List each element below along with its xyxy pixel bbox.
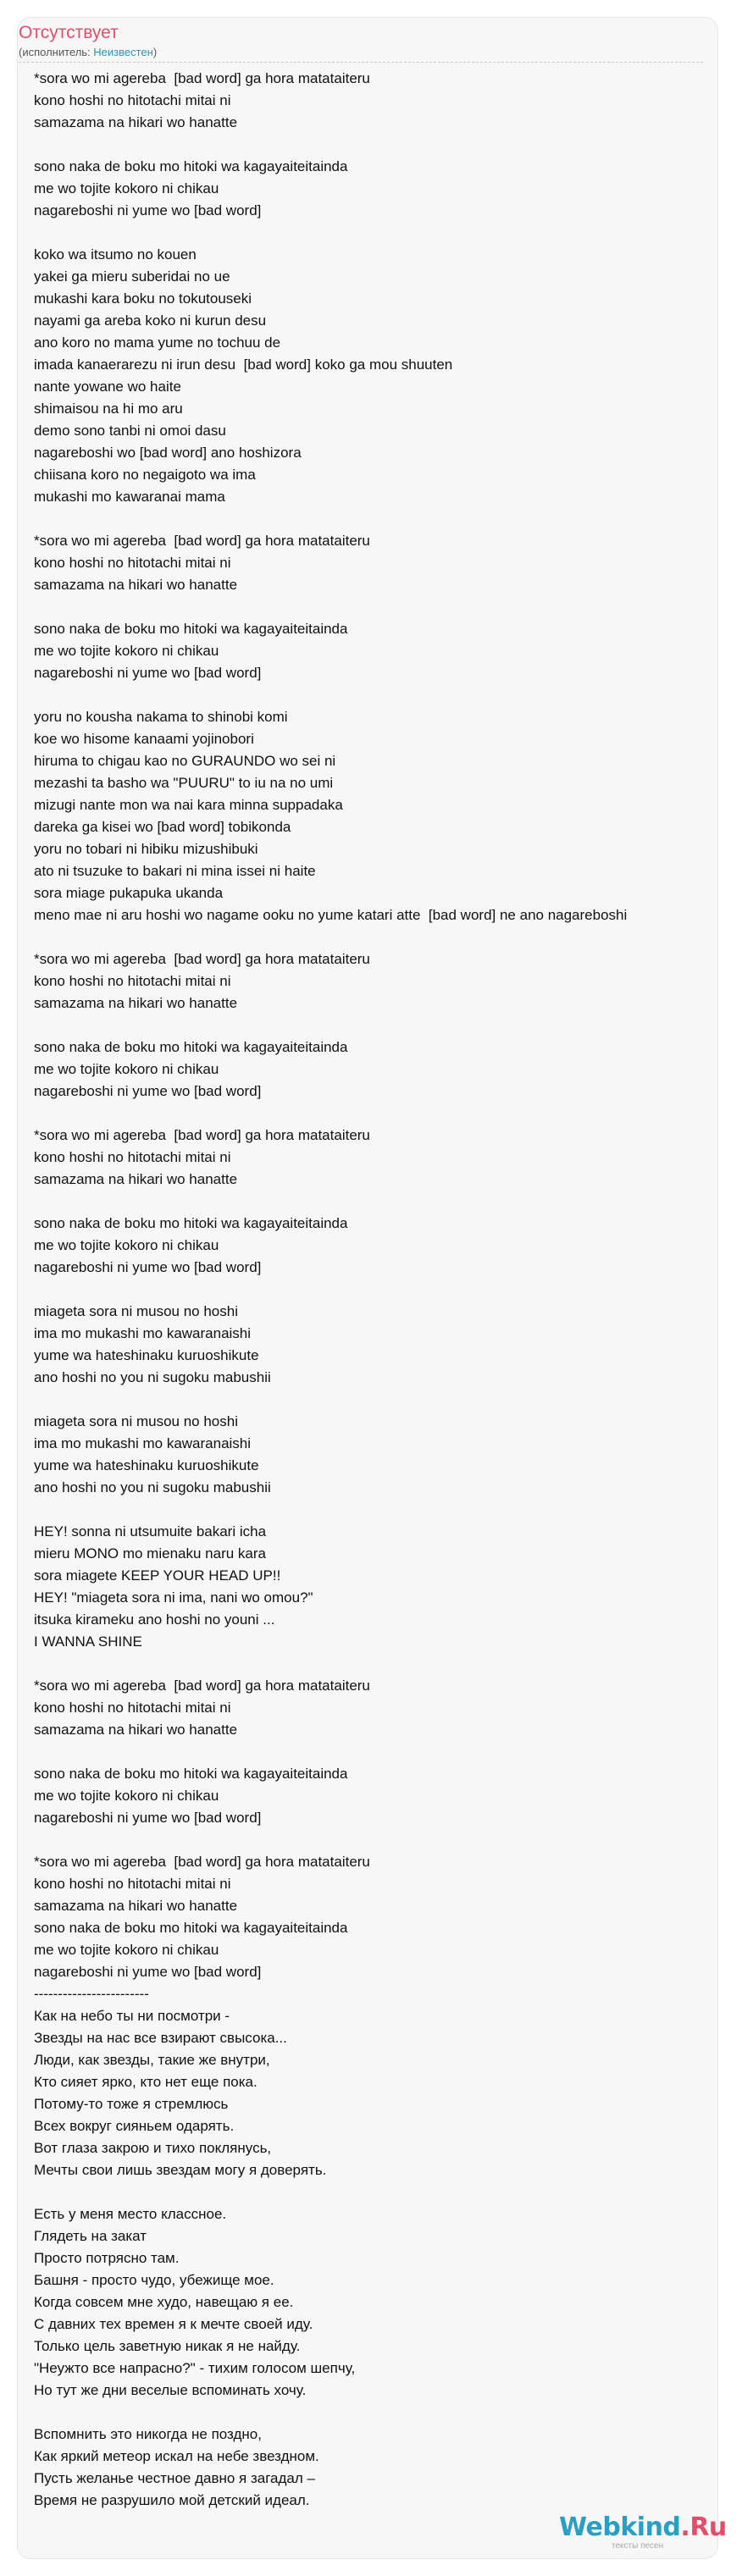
- lyric-line: kono hoshi no hitotachi mitai ni: [34, 1700, 231, 1716]
- lyric-line: sono naka de boku mo hitoki wa kagayaiteitainda: [34, 1766, 348, 1782]
- lyric-line: Всех вокруг сияньем одарять.: [34, 2118, 235, 2134]
- lyric-line: sono naka de boku mo hitoki wa kagayaiteitainda: [34, 621, 348, 637]
- lyric-line: *sora wo mi agereba [bad word] ga hora matataiteru: [34, 1678, 370, 1694]
- lyric-line: kono hoshi no hitotachi mitai ni: [34, 555, 231, 571]
- lyric-line: *sora wo mi agereba [bad word] ga hora matataiteru: [34, 1127, 370, 1143]
- lyric-line: sono naka de boku mo hitoki wa kagayaiteitainda: [34, 1039, 348, 1055]
- header-divider: [19, 62, 703, 63]
- lyric-line: dareka ga kisei wo [bad word] tobikonda: [34, 819, 291, 835]
- lyric-line: ------------------------: [34, 1986, 149, 2002]
- artist-suffix: ): [152, 46, 158, 58]
- lyric-line: me wo tojite kokoro ni chikau: [34, 1788, 219, 1804]
- lyric-line: Есть у меня место классное.: [34, 2206, 227, 2222]
- lyric-line: mukashi kara boku no tokutouseki: [34, 290, 252, 307]
- lyric-line: ano hoshi no you ni sugoku mabushii: [34, 1369, 271, 1385]
- lyric-line: me wo tojite kokoro ni chikau: [34, 1237, 219, 1253]
- lyric-line: mieru MONO mo mienaku naru kara: [34, 1545, 266, 1562]
- lyric-line: demo sono tanbi ni omoi dasu: [34, 423, 226, 439]
- lyric-line: yume wa hateshinaku kuruoshikute: [34, 1457, 259, 1473]
- lyric-line: ima mo mukashi mo kawaranaishi: [34, 1325, 252, 1341]
- lyric-line: Вот глаза закрою и тихо поклянусь,: [34, 2140, 272, 2156]
- lyric-line: Как яркий метеор искал на небе звездном.: [34, 2448, 319, 2464]
- lyric-line: sono naka de boku mo hitoki wa kagayaiteitainda: [34, 158, 348, 174]
- lyric-line: mizugi nante mon wa nai kara minna suppadaka: [34, 797, 343, 813]
- lyric-line: Звезды на нас все взирают свысока...: [34, 2030, 287, 2046]
- lyric-line: hiruma to chigau kao no GURAUNDO wo sei ni: [34, 753, 336, 769]
- lyric-line: Потому-то тоже я стремлюсь: [34, 2096, 229, 2112]
- lyric-line: miageta sora ni musou no hoshi: [34, 1413, 238, 1429]
- lyric-line: imada kanaerarezu ni irun desu [bad word] koko ga mou shuuten: [34, 357, 453, 373]
- lyric-line: *sora wo mi agereba [bad word] ga hora matataiteru: [34, 533, 370, 549]
- logo-tagline: тексты песен: [612, 2541, 664, 2551]
- logo-tld: .Ru: [680, 2512, 727, 2542]
- lyric-line: ima mo mukashi mo kawaranaishi: [34, 1435, 252, 1451]
- lyric-line: nagareboshi wo [bad word] ano hoshizora: [34, 445, 302, 461]
- lyric-line: Время не разрушило мой детский идеал.: [34, 2492, 310, 2508]
- lyric-line: nagareboshi ni yume wo [bad word]: [34, 1259, 262, 1275]
- lyric-line: Кто сияет ярко, кто нет еще пока.: [34, 2074, 257, 2090]
- lyric-line: kono hoshi no hitotachi mitai ni: [34, 1876, 231, 1892]
- lyric-line: chiisana koro no negaigoto wa ima: [34, 467, 256, 483]
- lyric-line: nagareboshi ni yume wo [bad word]: [34, 202, 262, 218]
- lyric-line: yume wa hateshinaku kuruoshikute: [34, 1347, 259, 1363]
- site-logo[interactable]: [559, 2512, 727, 2556]
- song-title: Отсутствует: [19, 23, 119, 42]
- lyric-line: ano hoshi no you ni sugoku mabushii: [34, 1479, 271, 1495]
- lyric-line: nagareboshi ni yume wo [bad word]: [34, 1083, 262, 1099]
- lyric-line: yakei ga mieru suberidai no ue: [34, 268, 230, 285]
- lyric-line: nagareboshi ni yume wo [bad word]: [34, 665, 262, 681]
- lyric-line: Глядеть на закат: [34, 2228, 147, 2244]
- lyric-line: Башня - просто чудо, убежище мое.: [34, 2272, 274, 2288]
- lyric-line: С давних тех времен я к мечте своей иду.: [34, 2316, 313, 2332]
- lyric-line: HEY! sonna ni utsumuite bakari icha: [34, 1523, 267, 1540]
- lyric-line: meno mae ni aru hoshi wo nagame ooku no yume katari atte [bad word] ne ano nagareboshi: [34, 907, 628, 923]
- lyric-line: me wo tojite kokoro ni chikau: [34, 1061, 219, 1077]
- lyric-line: "Неужто все напрасно?" - тихим голосом шепчу,: [34, 2360, 356, 2376]
- lyric-line: shimaisou na hi mo aru: [34, 401, 183, 417]
- lyric-line: *sora wo mi agereba [bad word] ga hora matataiteru: [34, 1854, 370, 1870]
- lyric-line: miageta sora ni musou no hoshi: [34, 1303, 238, 1319]
- lyric-line: Но тут же дни веселые вспоминать хочу.: [34, 2382, 307, 2398]
- lyric-line: sora miage pukapuka ukanda: [34, 885, 224, 901]
- lyric-line: me wo tojite kokoro ni chikau: [34, 180, 219, 196]
- lyric-line: I WANNA SHINE: [34, 1633, 142, 1650]
- lyric-line: nayami ga areba koko ni kurun desu: [34, 312, 267, 329]
- lyric-line: yoru no tobari ni hibiku mizushibuki: [34, 841, 258, 857]
- lyric-line: Когда совсем мне худо, навещаю я ее.: [34, 2294, 294, 2310]
- lyric-line: mezashi ta basho wa "PUURU" to iu na no umi: [34, 775, 334, 791]
- artist-link[interactable]: Неизвестен: [93, 46, 153, 58]
- lyrics-text: [34, 68, 737, 2512]
- lyric-line: itsuka kirameku ano hoshi no youni ...: [34, 1611, 275, 1628]
- lyric-line: samazama na hikari wo hanatte: [34, 577, 238, 593]
- lyric-line: koe wo hisome kanaami yojinobori: [34, 731, 254, 747]
- lyric-line: samazama na hikari wo hanatte: [34, 1171, 238, 1187]
- lyric-line: nagareboshi ni yume wo [bad word]: [34, 1810, 262, 1826]
- lyric-line: HEY! "miageta sora ni ima, nani wo omou?": [34, 1589, 313, 1606]
- lyric-line: nagareboshi ni yume wo [bad word]: [34, 1964, 262, 1980]
- artist-line: [19, 46, 157, 59]
- lyric-line: Просто потрясно там.: [34, 2250, 180, 2266]
- lyric-line: Мечты свои лишь звездам могу я доверять.: [34, 2162, 327, 2178]
- lyric-line: Люди, как звезды, такие же внутри,: [34, 2052, 270, 2068]
- logo-name: Webkind: [559, 2512, 681, 2542]
- lyric-line: kono hoshi no hitotachi mitai ni: [34, 973, 231, 989]
- lyric-line: Только цель заветную никак я не найду.: [34, 2338, 301, 2354]
- lyric-line: Вспомнить это никогда не поздно,: [34, 2426, 262, 2442]
- lyric-line: samazama na hikari wo hanatte: [34, 114, 238, 130]
- lyric-line: me wo tojite kokoro ni chikau: [34, 1942, 219, 1958]
- lyric-line: me wo tojite kokoro ni chikau: [34, 643, 219, 659]
- artist-prefix: (исполнитель:: [19, 46, 94, 58]
- logo-wordmark: [559, 2513, 727, 2542]
- lyric-line: *sora wo mi agereba [bad word] ga hora matataiteru: [34, 951, 370, 967]
- lyric-line: samazama na hikari wo hanatte: [34, 995, 238, 1011]
- lyric-line: sora miagete KEEP YOUR HEAD UP!!: [34, 1567, 281, 1584]
- lyric-line: *sora wo mi agereba [bad word] ga hora matataiteru: [34, 70, 370, 86]
- lyric-line: nante yowane wo haite: [34, 379, 181, 395]
- lyric-line: mukashi mo kawaranai mama: [34, 489, 225, 505]
- lyric-line: yoru no kousha nakama to shinobi komi: [34, 709, 288, 725]
- lyric-line: sono naka de boku mo hitoki wa kagayaiteitainda: [34, 1215, 348, 1231]
- lyric-line: samazama na hikari wo hanatte: [34, 1722, 238, 1738]
- lyric-line: Пусть желанье честное давно я загадал –: [34, 2470, 315, 2486]
- lyric-line: samazama na hikari wo hanatte: [34, 1898, 238, 1914]
- lyric-line: sono naka de boku mo hitoki wa kagayaiteitainda: [34, 1920, 348, 1936]
- lyric-line: kono hoshi no hitotachi mitai ni: [34, 1149, 231, 1165]
- lyric-line: kono hoshi no hitotachi mitai ni: [34, 92, 231, 108]
- lyric-line: Как на небо ты ни посмотри -: [34, 2008, 230, 2024]
- lyric-line: ato ni tsuzuke to bakari ni mina issei ni haite: [34, 863, 316, 879]
- lyric-line: ano koro no mama yume no tochuu de: [34, 334, 281, 351]
- lyric-line: koko wa itsumo no kouen: [34, 246, 197, 263]
